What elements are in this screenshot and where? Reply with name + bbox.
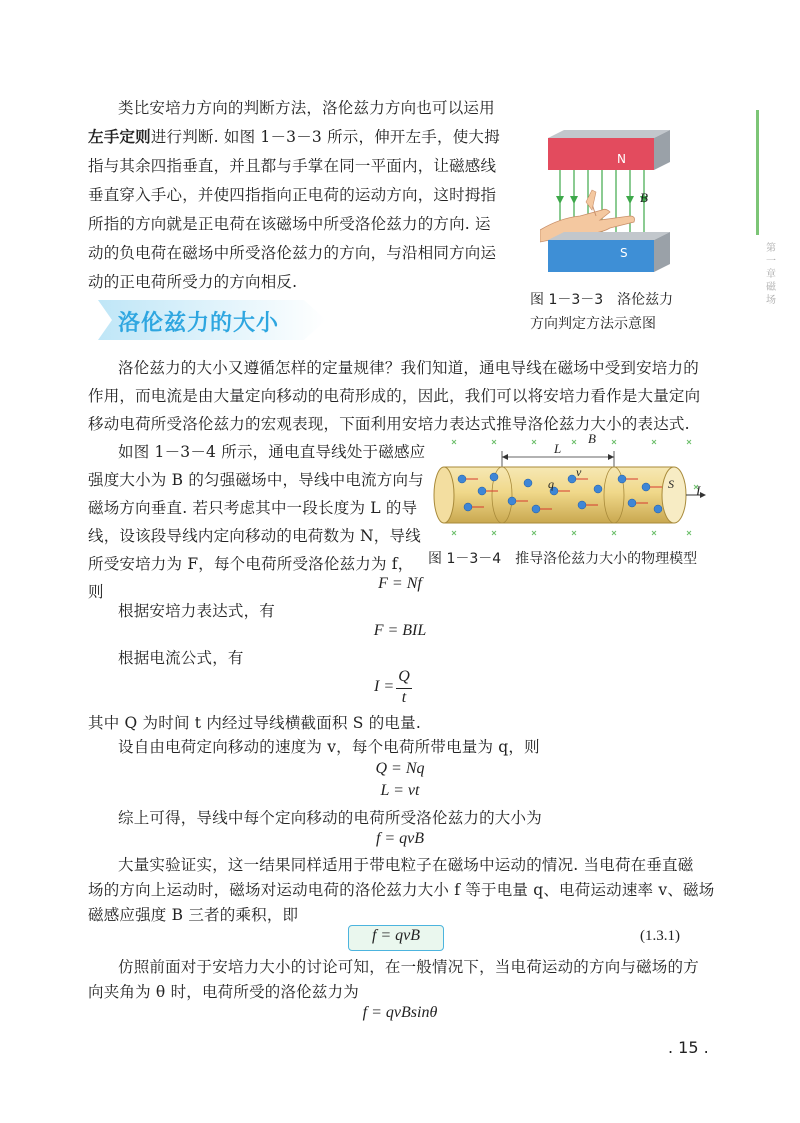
fig133-caption-line-1: 图 1－3－3 洛伦兹力 [530,292,674,308]
text-q-definition: 其中 Q 为时间 t 内经过导线横截面积 S 的电量. [88,714,421,732]
figure-wire-model [432,431,712,545]
body2-line-5: 所受安培力为 F，每个电荷所受洛伦兹力为 f， [88,555,414,573]
body4-line-2: 向夹角为 θ 时，电荷所受的洛伦兹力为 [88,983,359,1001]
length-l-label: L [554,441,562,456]
left-hand-rule-illustration [540,130,670,285]
north-pole-block [548,138,654,170]
equation-f-nf: F = Nf [378,575,422,592]
body2-line-3: 磁场方向垂直. 若只考虑其中一段长度为 L 的导 [88,499,418,517]
intro-line-5: 所指的方向就是正电荷在该磁场中所受洛伦兹力的方向. 运 [88,215,491,233]
equation-l-vt: L = vt [380,782,420,799]
section-title: 洛伦兹力的大小 [118,311,280,336]
sidebar-accent-bar [756,110,759,235]
fig133-caption-line-2: 方向判定方法示意图 [530,316,656,332]
body2-line-2: 强度大小为 B 的匀强磁场中，导线中电流方向与 [88,471,424,489]
charge-q-label: q [548,477,554,491]
equation-f-qvb-sin: f = qvBsinθ [362,1004,438,1021]
intro-line-7: 动的正电荷所受力的方向相反. [88,273,298,291]
equation-i-q-over-t: I = Q t [374,668,434,708]
intro-line-6: 动的负电荷在磁场中所受洛伦兹力的方向，与沿相同方向运 [88,244,497,262]
intro-line-1: 类比安培力方向的判断方法，洛伦兹力方向也可以运用 [118,99,495,117]
intro-line-2: 左手定则进行判断. 如图 1－3－3 所示，伸开左手，使大拇 [88,128,500,146]
text-current-formula: 根据电流公式，有 [118,649,244,667]
wire-cylinder [444,467,674,523]
equation-f-qvb: f = qvB [375,830,425,847]
body3-line-3: 磁感应强度 B 三者的乘积，即 [88,906,299,924]
page-number: . 15 . [668,1038,709,1057]
boxed-formula: f = qvB [371,927,421,944]
body3-line-1: 大量实验证实，这一结果同样适用于带电粒子在磁场中运动的情况. 当电荷在垂直磁 [118,856,694,874]
velocity-v-label: v [576,465,582,479]
fraction-denominator: t [401,689,407,706]
body3-line-2: 场的方向上运动时，磁场对运动电荷的洛伦兹力大小 f 等于电量 q、电荷运动速率 v、磁场 [88,881,715,899]
section-heading [98,298,326,342]
text-velocity-charge: 设自由电荷定向移动的速度为 v，每个电荷所带电量为 q，则 [118,738,540,756]
left-hand-rule-term: 左手定则 [88,128,151,146]
equation-f-bil: F = BIL [373,622,427,639]
wire-cross-section [662,467,686,523]
fig134-caption: 图 1－3－4 推导洛伦兹力大小的物理模型 [428,551,698,567]
equation-q-nq: Q = Nq [375,760,425,777]
sidebar-chapter-label: 第一章 磁场 [766,243,776,306]
intro-line-3: 指与其余四指垂直，并且都与手掌在同一平面内，让磁感线 [88,157,497,175]
cross-section-s-label: S [668,477,674,491]
text-conclusion: 综上可得，导线中每个定向移动的电荷所受洛伦兹力的大小为 [118,809,542,827]
body4-line-1: 仿照前面对于安培力大小的讨论可知，在一般情况下，当电荷运动的方向与磁场的方 [118,958,699,976]
body1-line-3: 移动电荷所受洛伦兹力的宏观表现，下面利用安培力表达式推导洛伦兹力大小的表达式. [88,415,690,433]
body2-line-6: 则 [88,583,104,601]
north-pole-label: N [617,152,626,166]
figure-left-hand-rule [540,130,670,285]
fraction-numerator: Q [398,668,410,685]
body2-line-1: 如图 1－3－4 所示，通电直导线处于磁感应 [118,443,426,461]
text-ampere-expr: 根据安培力表达式，有 [118,602,276,620]
field-b-label: B [640,190,648,205]
body1-line-2: 作用，而电流是由大量定向移动的电荷形成的，因此，我们可以将安培力看作是大量定向 [88,387,701,405]
intro-line-4: 垂直穿入手心，并使四指指向正电荷的运动方向，这时拇指 [88,186,497,204]
body2-line-4: 线，设该段导线内定向移动的电荷数为 N，导线 [88,527,421,545]
current-i-label: I [696,483,701,498]
south-pole-block [548,240,654,272]
equation-number: (1.3.1) [640,928,680,944]
body1-line-1: 洛伦兹力的大小又遵循怎样的定量规律？我们知道，通电导线在磁场中受到安培力的 [118,359,699,377]
south-pole-label: S [620,246,628,260]
field-b-label-wire: B [588,431,596,446]
